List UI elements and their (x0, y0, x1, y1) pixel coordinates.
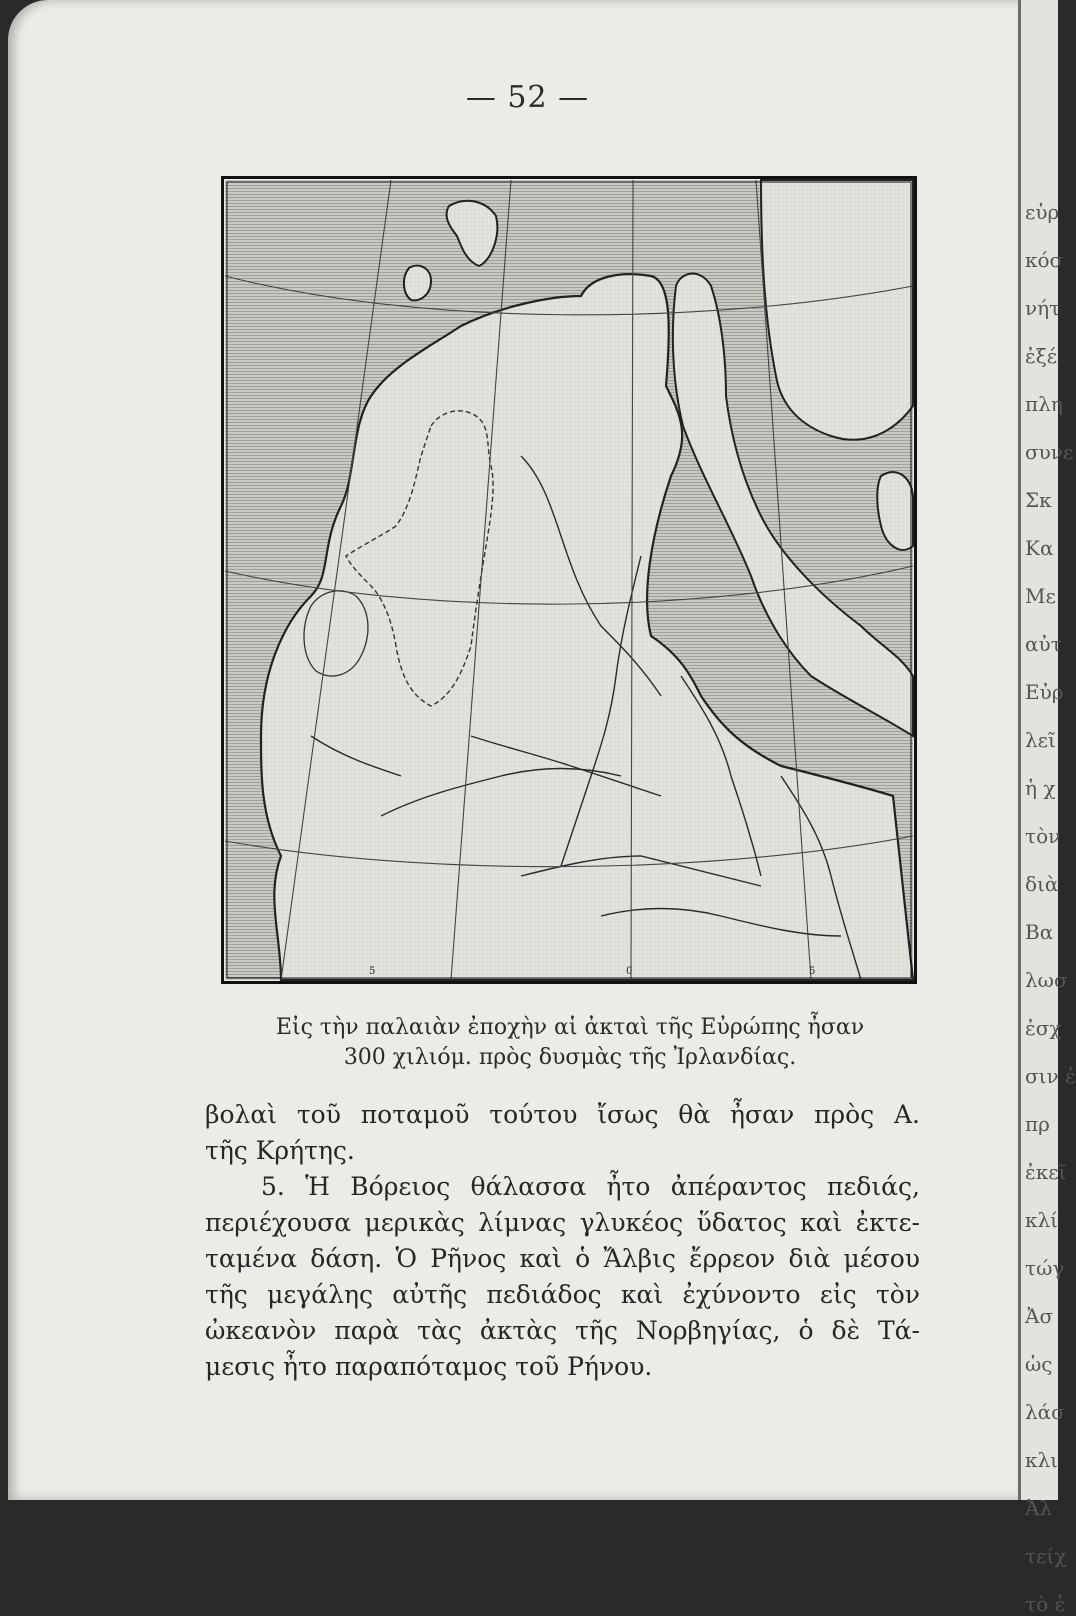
next-page-fragment: ἐσχ (1025, 1016, 1062, 1040)
next-page-fragment: ἐκεῖ (1025, 1160, 1067, 1184)
grid-label-left: 5 (369, 966, 376, 977)
next-page-fragment: αὐτ (1025, 632, 1062, 656)
caption-line-2: 300 χιλιόμ. πρὸς δυσμὰς τῆς Ἰρλανδίας. (343, 1045, 797, 1070)
next-page-fragment: πρ (1025, 1112, 1050, 1136)
body-line: τῆς Κρήτης. (205, 1136, 355, 1165)
next-page-fragment: σιν ἐ (1025, 1064, 1076, 1088)
body-line: μεσις ἦτο παραπόταμος τοῦ Ρήνου. (205, 1352, 653, 1381)
next-page-fragment: ἐξέ (1025, 344, 1058, 368)
next-page-fragment: Βα (1025, 920, 1054, 944)
next-page-fragment: λωσ (1025, 968, 1068, 992)
next-page-fragment: νήτ (1025, 296, 1061, 320)
body-line: ταμένα δάση. Ὁ Ρῆνος καὶ ὁ Ἄλβις ἔρρεον διὰ μέσου (205, 1244, 920, 1273)
ancient-europe-coastline-map (221, 176, 917, 984)
next-page-fragment: λεῖ (1025, 728, 1056, 752)
next-page-fragment: Ἀλ (1025, 1496, 1053, 1520)
next-page-fragment: εὑρ (1025, 200, 1060, 224)
body-line: περιέχουσα μερικὰς λίμνας γλυκέος ὕδατος καὶ ἐκτε- (205, 1208, 920, 1237)
next-page-fragment: τώγ (1025, 1256, 1065, 1280)
figure-caption (200, 1013, 940, 1073)
next-page-fragment: κλί (1025, 1208, 1059, 1232)
next-page-fragment: Με (1025, 584, 1056, 608)
body-line: τῆς μεγάλης αὐτῆς πεδιάδος καὶ ἐχύνοντο εἰς τὸν (205, 1280, 920, 1309)
next-page-fragment: ὡς (1025, 1352, 1053, 1376)
body-line: 5. Ἡ Βόρειος θάλασσα ἦτο ἀπέραντος πεδιάς, (261, 1172, 920, 1201)
next-page-fragment: πλη (1025, 392, 1063, 416)
next-page-fragment: ἡ χ (1025, 776, 1056, 800)
next-page-fragment: τὸν (1025, 824, 1061, 848)
next-page-fragment: κόσ (1025, 248, 1064, 272)
body-text (205, 1097, 920, 1385)
body-line: ὠκεανὸν παρὰ τὰς ἀκτὰς τῆς Νορβηγίας, ὁ δὲ Τά- (205, 1316, 920, 1345)
next-page-fragment: Κα (1025, 536, 1054, 560)
caption-line-1: Εἰς τὴν παλαιὰν ἐποχὴν αἱ ἀκταὶ τῆς Εὐρώπης ἦσαν (275, 1015, 865, 1040)
next-page-fragment: Εὐρ (1025, 680, 1064, 704)
next-page-fragment: λάσ (1025, 1400, 1065, 1424)
next-page-fragment: διὰ (1025, 872, 1059, 896)
next-page-fragment: τὸ ἐ (1025, 1592, 1066, 1616)
northeast-landmass (761, 180, 913, 440)
grid-label-center: 0 (626, 966, 633, 977)
grid-label-right: 5 (809, 966, 816, 977)
body-line: βολαὶ τοῦ ποταμοῦ τούτου ἴσως θὰ ἦσαν πρὸς Α. (205, 1100, 920, 1129)
next-page-fragment: συνε (1025, 440, 1074, 464)
page-number: — 52 — (465, 80, 590, 115)
adjacent-page-edge (1018, 0, 1076, 1616)
next-page-fragment: Ἀσ (1025, 1304, 1054, 1328)
island-small (404, 266, 431, 301)
next-page-fragment: Σκ (1025, 488, 1052, 512)
next-page-fragment: τείχ (1025, 1544, 1067, 1568)
next-page-fragment: κλι (1025, 1448, 1059, 1472)
